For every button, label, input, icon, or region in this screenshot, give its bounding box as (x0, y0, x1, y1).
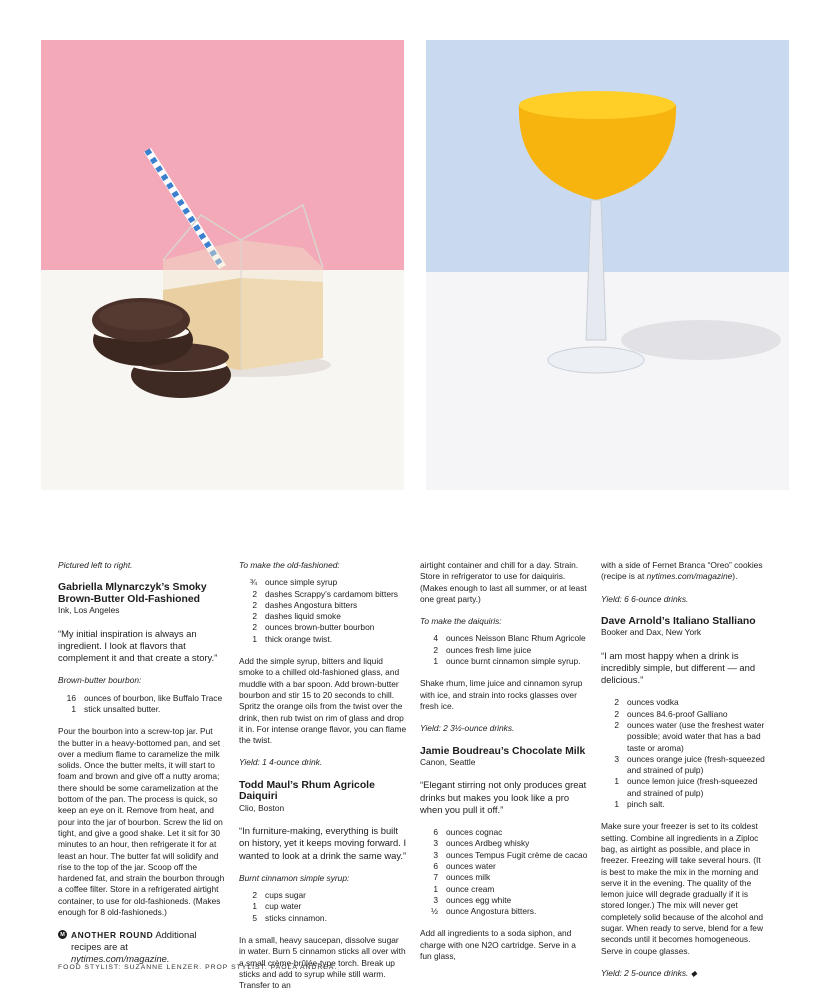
recipe-name: Jamie Boudreau’s Chocolate Milk (420, 745, 586, 757)
another-round-text: Additional recipes are at (71, 929, 197, 953)
ingredient-qty: 5 (252, 912, 257, 923)
method-text: Pour the bourbon into a screw-top jar. Put the butter in a heavy-bottomed pan, and set over a medium flame to caramelize the milk solids. Once the butter melts, it will start to foam and brown and give off a nutty aroma; there should be some caramelization at the bottom of the pan. The process is quick, so keep an eye on it. Remove from heat, and pour into the jar of bourbon. Screw the lid on tight, and give a good shake. Let it sit for 30 minutes to an hour, then refrigerate it for at least an hour. The butter fat will solidify and rise to the top of the jar. Scoop off the hardened fat, and strain the bourbon through a coffee filter. Store in a refrigerated airtight container, to use for old-fashioneds. (Makes enough for 8 old-fashioneds.) (58, 726, 225, 918)
method-text: airtight container and chill for a day. Strain. Store in refrigerator to use for daiquiris. (Makes enough to last all summer, or at least one great party.) (420, 560, 587, 604)
ingredient-qty: 1 (433, 656, 438, 667)
another-round-label: ANOTHER ROUND (71, 930, 154, 941)
ingredient-list (58, 693, 226, 716)
recipe-quote: “I am most happy when a drink is incredibly simple, but different — and delicious.” (601, 649, 756, 686)
recipe-venue: Clio, Boston (239, 802, 285, 813)
ingredient-qty: 2 (614, 708, 619, 719)
ingredient-qty: ½ (431, 906, 438, 917)
method-text-part: ). (732, 571, 738, 582)
ingredient-qty: 2 (614, 719, 619, 730)
recipe-quote: “Elegant stirring not only produces great drinks but makes you look like a pro when you pull it off.” (420, 779, 587, 815)
ingredient-text: ounces cognac (446, 827, 503, 838)
ingredient-text: ounces brown-butter bourbon (265, 622, 375, 633)
column-1 (58, 560, 226, 965)
ingredient-qty: 1 (71, 703, 76, 714)
ingredient-text: ounce Angostura bitters. (446, 906, 537, 917)
photo-credits: FOOD STYLIST: SUZANNE LENZER. PROP STYLIST: PAOLA ANDREA. (58, 964, 338, 971)
method-text: Add the simple syrup, bitters and liquid smoke to a chilled old-fashioned glass, and muddle with a bar spoon. Add brown-butter bourbon and stir 15 to 20 seconds to chill. Spritz the orange oils from the twist over the drink, then rub twist on rim of glass and drop it in. For intense orange flavor, you can flame the twist. (239, 656, 407, 746)
ingredient-text: ounces fresh lime juice (446, 644, 532, 655)
ingredient-text: thick orange twist. (265, 633, 333, 644)
recipe-quote: “In furniture-making, everything is built on history, yet it keeps moving forward. I wanted to look at a drink the same way.” (239, 825, 407, 861)
another-round-note (58, 929, 226, 965)
ingredient-text: dashes Angostura bitters (265, 599, 358, 610)
ingredient-text: dashes Scrappy’s cardamom bitters (265, 588, 398, 599)
ingredient-qty: 2 (252, 611, 257, 622)
ingredient-text: ounces egg white (446, 894, 512, 905)
magazine-link[interactable]: nytimes.com/magazine (646, 571, 733, 582)
ingredient-text: ounces orange juice (fresh-squeezed and strained of pulp) (627, 753, 765, 776)
ingredient-qty: 2 (252, 599, 257, 610)
ingredient-text: dashes liquid smoke (265, 611, 341, 622)
ingredient-text: ounces water (use the freshest water possible; avoid water that has a bad taste or aroma) (627, 719, 765, 753)
ingredient-qty: 2 (252, 890, 257, 901)
recipe-name: Todd Maul’s Rhum Agricole Daiquiri (239, 779, 375, 803)
ingredient-qty: 1 (252, 633, 257, 644)
method-text: Make sure your freezer is set to its coldest setting. Combine all ingredients in a Ziploc bag, as airtight as possible, and place in freezer. Freezing will take several hours. (It is best to make the mix in the morning and serve it in the evening. The quality of the lemon juice will degrade gradually if it is stored longer.) The mix will never get completely solid because of the alcohol and sugar. When ready to serve, blend for a few seconds until it becomes homogeneous. Serve in coupe glasses. (601, 821, 764, 956)
method-text: Shake rhum, lime juice and cinnamon syrup with ice, and strain into rocks glasses over fresh ice. (420, 678, 583, 711)
ingredient-text: sticks cinnamon. (265, 912, 327, 923)
ingredient-qty: 2 (252, 588, 257, 599)
ingredient-text: ounces vodka (627, 697, 679, 708)
yield-text: Yield: 6 6-ounce drinks. (601, 593, 689, 604)
subhead: To make the daiquiris: (420, 616, 502, 627)
subhead: To make the old-fashioned: (239, 560, 340, 570)
ingredient-qty: 3 (433, 838, 438, 849)
ingredient-qty: 1 (614, 776, 619, 787)
ingredient-qty: 1 (433, 883, 438, 894)
photo-daiquiri (426, 40, 789, 490)
method-text: Add all ingredients to a soda siphon, and charge with one N2O cartridge. Serve in a fun glass, (420, 928, 576, 962)
column-3 (420, 560, 588, 973)
end-mark-icon: ◆ (690, 968, 697, 978)
ingredient-qty: 2 (614, 697, 619, 708)
ingredient-qty: 3 (614, 753, 619, 764)
ingredient-text: ounces milk (446, 872, 491, 883)
ingredient-list (420, 633, 588, 667)
ingredient-qty: 7 (433, 872, 438, 883)
ingredient-text: ounces Ardbeg whisky (446, 838, 530, 849)
ingredient-text: cup water (265, 901, 302, 912)
column-2 (239, 560, 407, 1000)
ingredient-list (239, 890, 407, 924)
method-text (601, 560, 769, 583)
ingredient-text: stick unsalted butter. (84, 703, 161, 714)
ingredient-text: ounces 84.6-proof Galliano (627, 708, 728, 719)
pictured-note: Pictured left to right. (58, 560, 133, 570)
ingredient-qty: 3 (433, 849, 438, 860)
recipe-name: Gabriella Mlynarczyk’s Smoky Brown-Butter Old-Fashioned (58, 582, 207, 605)
recipe-venue: Canon, Seattle (420, 757, 476, 768)
ingredient-list (239, 577, 407, 645)
photo-cookies-and-milk (41, 40, 404, 490)
magazine-link[interactable]: nytimes.com/magazine. (71, 953, 170, 965)
yield-text: Yield: 2 3½-ounce drinks. (420, 723, 515, 734)
ingredient-qty: 3 (433, 894, 438, 905)
ingredient-qty: 1 (614, 799, 619, 810)
ingredient-qty: 2 (252, 622, 257, 633)
recipe-quote: “My initial inspiration is always an ingredient. I look at flavors that complement it and that create a story.” (58, 627, 218, 664)
yield-text: Yield: 1 4-ounce drink. (239, 757, 323, 768)
subhead: Brown-butter bourbon: (58, 675, 142, 686)
method-text-part: with a side of Fernet Branca “Oreo” cookies (recipe is at (601, 560, 763, 582)
ingredient-list (420, 827, 588, 917)
subhead: Burnt cinnamon simple syrup: (239, 872, 350, 883)
ingredient-text: ounce burnt cinnamon simple syrup. (446, 656, 581, 667)
ingredient-qty: 16 (66, 692, 76, 703)
ingredient-text: ounces Neisson Blanc Rhum Agricole (446, 633, 586, 644)
ingredient-list (601, 697, 769, 810)
ingredient-qty: 6 (433, 860, 438, 871)
ingredient-text: ounce lemon juice (fresh-squeezed and strained of pulp) (627, 776, 758, 798)
magazine-logo-icon: M (58, 930, 67, 939)
ingredient-qty: ¾ (250, 577, 257, 588)
recipe-name: Dave Arnold’s Italiano Stalliano (601, 615, 756, 627)
ingredient-qty: 1 (252, 901, 257, 912)
ingredient-text: ounce simple syrup (265, 577, 338, 588)
ingredient-qty: 6 (433, 827, 438, 838)
ingredient-text: ounces water (446, 860, 496, 871)
ingredient-qty: 4 (433, 633, 438, 644)
ingredient-text: ounces Tempus Fugit crème de cacao (446, 849, 588, 860)
column-4 (601, 560, 769, 990)
yield-text (601, 968, 769, 979)
recipe-venue: Booker and Dax, New York (601, 627, 702, 638)
ingredient-text: pinch salt. (627, 799, 665, 810)
yield-value: Yield: 2 5-ounce drinks. (601, 967, 691, 978)
ingredient-text: ounces of bourbon, like Buffalo Trace (84, 692, 223, 703)
ingredient-text: cups sugar (265, 890, 306, 901)
ingredient-text: ounce cream (446, 883, 495, 894)
ingredient-qty: 2 (433, 644, 438, 655)
method-text: In a small, heavy saucepan, dissolve sugar in water. Burn 5 cinnamon sticks all over with a small crème-brûlée-type torch. Break up sticks and add to syrup while still warm. Transfer to an (239, 935, 406, 991)
recipe-venue: Ink, Los Angeles (58, 605, 120, 616)
